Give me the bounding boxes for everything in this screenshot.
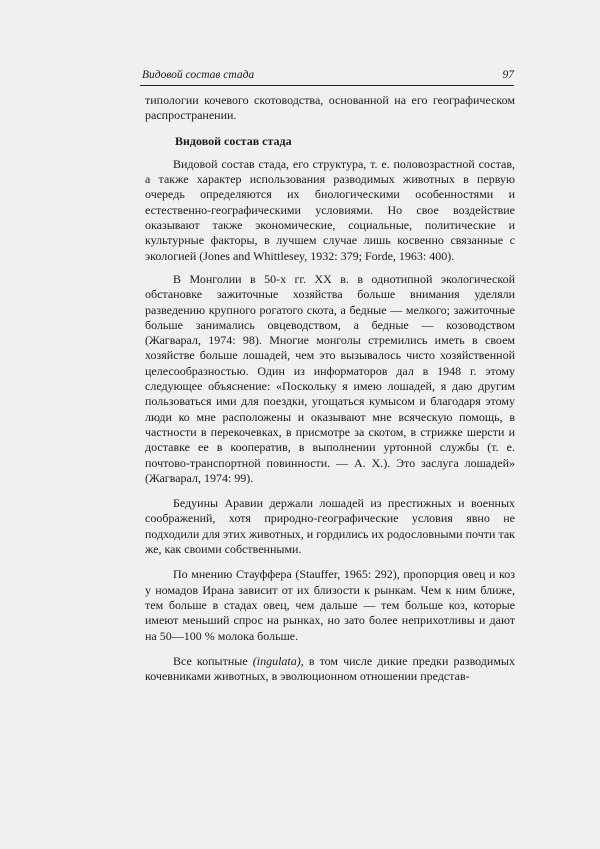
paragraph-3: Бедуины Аравии держали лошадей из престижных и военных соображений, хотя природно-географические условия явно не подходили для этих животных, и гордились их родословными почти так же, как своими собственными. xyxy=(145,496,515,557)
page-number: 97 xyxy=(502,69,514,81)
paragraph-5-start: Все копытные xyxy=(173,653,253,668)
paragraph-5 xyxy=(145,654,515,685)
paragraph-1: Видовой состав стада, его структура, т. е. половозрастной состав, а также характер использования разводимых животных в первую очередь определяются их биологическими особенностями и естественно-географическими условиями. Но свое воздействие оказывают также экономические, социальные, политические и культурные факторы, в лучшем случае лишь косвенно связанные с экологией (Jones and Whittlesey, 1932: 379; Forde, 1963: 400). xyxy=(145,156,515,263)
section-heading: Видовой состав стада xyxy=(175,133,292,148)
paragraph-5-italic: (ingulata), xyxy=(252,653,304,668)
intro-paragraph: типологии кочевого скотоводства, основанной на его географическом распространении. xyxy=(145,93,515,123)
body-text xyxy=(145,93,515,684)
running-header-title: Видовой состав стада xyxy=(142,69,255,81)
running-header xyxy=(140,69,514,86)
paragraph-5-end: в том числе дикие предки разводимых кочевниками животных, в эволюционном отношении представ- xyxy=(145,653,515,684)
paragraph-4: По мнению Стауффера (Stauffer, 1965: 292), пропорция овец и коз у номадов Ирана зависит от их близости к рынкам. Чем к ним ближе, тем больше в стадах овец, чем дальше — тем больше коз, которые имеют меньший спрос на рынках, но зато более неприхотливы и дают на 50—100 % молока больше. xyxy=(145,567,515,643)
paragraph-2: В Монголии в 50-х гг. XX в. в однотипной экологической обстановке зажиточные хозяйства больше внимания уделяли разведению крупного рогатого скота, а бедные — мелкого; зажиточные больше занимались овцеводством, а бедные — козоводством (Жагварал, 1974: 98). Многие монголы стремились иметь в своем хозяйстве больше лошадей, чем это вызывалось чисто хозяйственной целесообразностью. Один из информаторов дал в 1948 г. этому следующее объяснение: «Поскольку я имею лошадей, я даю другим пользоваться ими для поездки, угощаться кумысом и благодаря этому люди ко мне расположены и оказывают мне всяческую помощь, в частности в перекочевках, в присмотре за скотом, в стрижке шерсти и доставке ее в кооператив, в выполнении уртонной службы (т. е. почтово-транспортной повинности. — А. Х.). Это заслуга лошадей» (Жагварал, 1974: 99). xyxy=(145,271,515,485)
